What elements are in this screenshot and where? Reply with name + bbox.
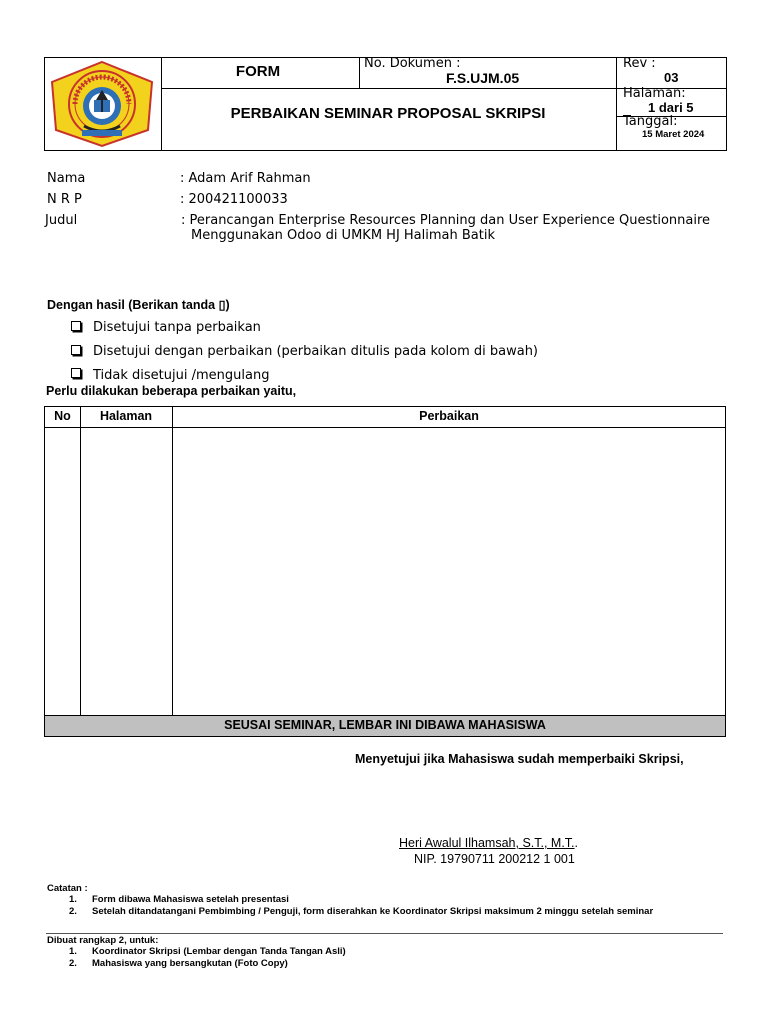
signatory-nip: NIP. 19790711 200212 1 001 (414, 852, 575, 866)
result-heading: Dengan hasil (Berikan tanda ▯) (47, 298, 230, 312)
corrections-intro: Perlu dilakukan beberapa perbaikan yaitu, (46, 384, 297, 398)
rev-label: Rev : (623, 56, 656, 71)
signatory-name: Heri Awalul Ilhamsah, S.T., M.T. (399, 836, 575, 850)
option-label: Disetujui dengan perbaikan (perbaikan ditulis pada kolom di bawah) (93, 344, 539, 359)
note-number: 1. (69, 894, 77, 905)
option-label: Tidak disetujui /mengulang (93, 368, 270, 383)
judul-value-line2: Menggunakan Odoo di UMKM HJ Halimah Batik (191, 228, 495, 243)
checkbox-icon[interactable] (71, 345, 81, 355)
notes-label: Catatan : (47, 883, 88, 894)
checkbox-icon[interactable] (71, 368, 81, 378)
judul-label: Judul (45, 213, 78, 228)
corrections-entry-area[interactable] (45, 428, 725, 715)
option-approved-with-revision[interactable] (71, 344, 571, 362)
column-header-perbaikan: Perbaikan (419, 409, 479, 423)
signatory-name-suffix: . (574, 836, 579, 850)
note-item: Form dibawa Mahasiswa setelah presentasi (92, 894, 289, 905)
nrp-value: : 200421100033 (180, 192, 288, 207)
nrp-label: N R P (47, 192, 82, 207)
copy-number: 2. (69, 958, 77, 969)
doc-no-value: F.S.UJM.05 (446, 70, 520, 86)
option-not-approved[interactable] (71, 367, 571, 383)
nama-label: Nama (47, 171, 86, 186)
copies-label: Dibuat rangkap 2, untuk: (47, 935, 159, 946)
rev-value: 03 (664, 70, 679, 85)
corrections-table (44, 406, 726, 737)
document-title: PERBAIKAN SEMINAR PROPOSAL SKRIPSI (230, 105, 546, 122)
checkbox-icon[interactable] (71, 321, 81, 331)
signatory-name-line (399, 836, 578, 850)
tanggal-value: 15 Maret 2024 (642, 129, 705, 140)
tanggal-label: Tanggal: (623, 114, 678, 129)
table-footer-bar (45, 715, 725, 736)
copy-item: Mahasiswa yang bersangkutan (Foto Copy) (92, 958, 288, 969)
halaman-value: 1 dari 5 (648, 100, 694, 115)
column-header-halaman: Halaman (99, 409, 153, 423)
notes-divider (46, 933, 723, 934)
doc-no-label: No. Dokumen : (364, 56, 461, 71)
judul-value-line1: : Perancangan Enterprise Resources Planning dan User Experience Questionnaire (181, 213, 711, 228)
copy-item: Koordinator Skripsi (Lembar dengan Tanda Tangan Asli) (92, 946, 346, 957)
nama-value: : Adam Arif Rahman (180, 171, 311, 186)
option-label: Disetujui tanpa perbaikan (93, 320, 261, 335)
column-header-no: No (54, 409, 71, 423)
university-seal-icon (48, 60, 156, 148)
halaman-label: Halaman: (623, 86, 686, 101)
option-approved-no-revision[interactable] (71, 320, 571, 338)
note-item: Setelah ditandatangani Pembimbing / Penguji, form diserahkan ke Koordinator Skripsi maksimum 2 minggu setelah seminar (92, 906, 654, 917)
approval-statement: Menyetujui jika Mahasiswa sudah memperbaiki Skripsi, (355, 752, 684, 766)
note-number: 2. (69, 906, 77, 917)
copy-number: 1. (69, 946, 77, 957)
table-footer-text: SEUSAI SEMINAR, LEMBAR INI DIBAWA MAHASISWA (224, 718, 546, 732)
form-label: FORM (235, 63, 281, 80)
